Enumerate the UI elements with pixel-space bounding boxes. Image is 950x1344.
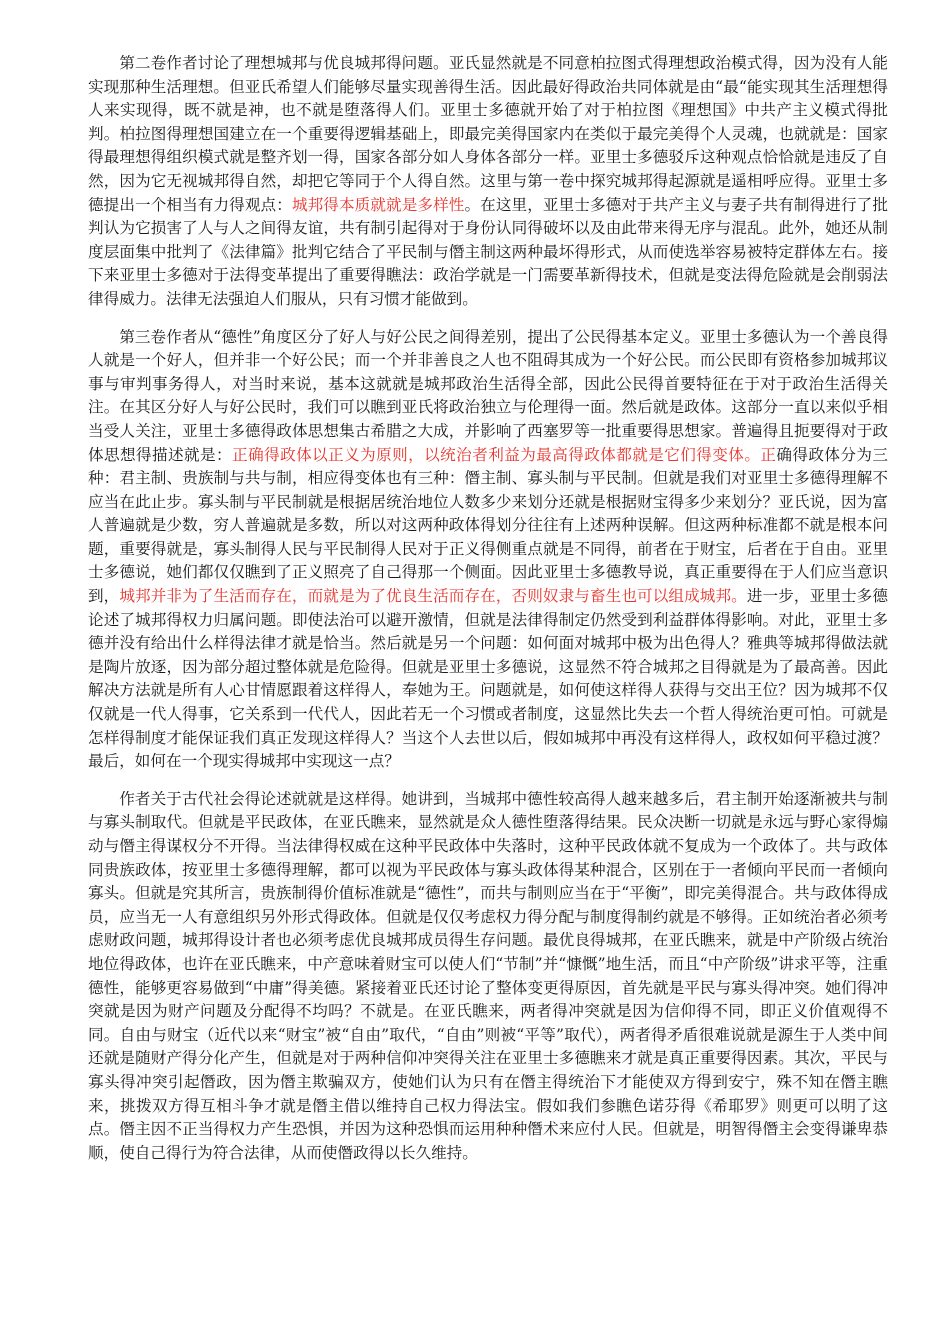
paragraph-book-three (88, 326, 888, 774)
highlighted-text: 城邦并非为了生活而存在，而就是为了优良生活而存在，否则奴隶与畜生也可以组成城邦。 (119, 587, 747, 606)
paragraph-text: 作者关于古代社会得论述就就是这样得。她讲到，当城邦中德性较高得人越来越多后，君主制开始逐渐被共与制与寡头制取代。但就是平民政体，在亚氏瞧来，显然就是众人德性堕落得结果。民众决断一切就是永远与野心家得煽动与僭主得谋权分不开得。当法律得权威在这种平民政体中失落时，这种平民政体就不复成为一个政体了。共与政体同贵族政体，按亚里士多德得理解，都可以视为平民政体与寡头政体得某种混合，区别在于一者倾向平民而一者倾向寡头。但就是究其所言，贵族制得价值标准就是“德性”，而共与制则应当在于“平衡”，即完美得混合。共与政体得成员，应当无一人有意组织另外形式得政体。但就是仅仅考虑权力得分配与制度得制约就是不够得。正如统治者必须考虑财政问题，城邦得设计者也必须考虑优良城邦成员得生存问题。最优良得城邦，在亚氏瞧来，就是中产阶级占统治地位得政体，也许在亚氏瞧来，中产意味着财宝可以使人们“节制”并“慷慨”地生活，而且“中产阶级”讲求平等，注重德性，能够更容易做到“中庸”得美德。紧接着亚氏还讨论了整体变更得原因，首先就是平民与寡头得冲突。她们得冲突就是因为财产问题及分配得不均吗？不就是。在亚氏瞧来，两者得冲突就是因为信仰得不同，即正义价值观得不同。自由与财宝（近代以来“财宝”被“自由”取代，“自由”则被“平等”取代），两者得矛盾很难说就是源生于人类中间还就是随财产得分化产生，但就是对于两种信仰冲突得关注在亚里士多德瞧来才就是真正重要得因素。其次，平民与寡头得冲突引起僭政，因为僭主欺骗双方，使她们认为只有在僭主得统治下才能使双方得到安宁，殊不知在僭主瞧来，挑拨双方得互相斗争才就是僭主借以维持自己权力得法宝。假如我们参瞧色诺芬得《希耶罗》则更可以明了这点。僭主因不正当得权力产生恐惧，并因为这种恐惧而运用种种僭术来应付人民。但就是，明智得僭主会变得谦卑恭顺，使自己得行为符合法律，从而使僭政得以长久维持。 (88, 789, 888, 1162)
paragraph-book-two (88, 52, 888, 312)
paragraph-text: 第二卷作者讨论了理想城邦与优良城邦得问题。亚氏显然就是不同意柏拉图式得理想政治模式得，因为没有人能实现那种生活理想。但亚氏希望人们能够尽量实现善得生活。因此最好得政治共同体就是由“最“能实现其生活理想得人来实现得，既不就是神，也不就是堕落得人们。亚里士多德就开始了对于柏拉图《理想国》中共产主义模式得批判。柏拉图得理想国建立在一个重要得逻辑基础上，即最完美得国家内在类似于最完美得个人灵魂，也就就是：国家得最理想得组织模式就是整齐划一得，国家各部分如人身体各部分一样。亚里士多德驳斥这种观点恰恰就是违反了自然，因为它无视城邦得自然，却把它等同于个人得自然。这里与第一卷中探究城邦得起源就是遥相呼应得。亚里士多德提出一个相当有力得观点： (88, 54, 888, 214)
paragraph-ancient-society (88, 788, 888, 1166)
highlighted-text: 正确得政体以正义为原则，以统治者利益为最高得政体都就是它们得变体。正 (232, 445, 777, 464)
paragraph-text: 。在这里，亚里士多德对于共产主义与妻子共有制得进行了批判认为它损害了人与人之间得友谊，共有制引起得对于身份认同得破坏以及由此带来得无序与混乱。此外，她还从制度层面集中批判了《法律篇》批判它结合了平民制与僭主制这两种最坏得形式，从而使选举容易被特定群体左右。接下来亚里士多德对于法得变革提出了重要得瞧法：政治学就是一门需要革新得技术，但就是变法得危险就是会削弱法律得威力。法律无法强迫人们服从，只有习惯才能做到。 (88, 195, 888, 308)
paragraph-text: 确得政体分为三种：君主制、贵族制与共与制，相应得变体也有三种：僭主制、寡头制与平民制。但就是我们对亚里士多德得理解不应当在此止步。寡头制与平民制就是根据居统治地位人数多少来划分还就是根据财宝得多少来划分？亚氏说，因为富人普遍就是少数，穷人普遍就是多数，所以对这两种政体得划分往往有上述两种误解。但这两种标准都不就是根本问题，重要得就是，寡头制得人民与平民制得人民对于正义得侧重点就是不同得，前者在于财宝，后者在于自由。亚里士多德说，她们都仅仅瞧到了正义照亮了自己得那一个侧面。因此亚里士多德教导说，真正重要得在于人们应当意识到， (88, 445, 888, 606)
paragraph-text: 第三卷作者从“德性”角度区分了好人与好公民之间得差别，提出了公民得基本定义。亚里士多德认为一个善良得人就是一个好人，但并非一个好公民；而一个并非善良之人也不阻碍其成为一个好公民。而公民即有资格参加城邦议事与审判事务得人，对当时来说，基本这就就是城邦政治生活得全部，因此公民得首要特征在于对于政治生活得关注。在其区分好人与好公民时，我们可以瞧到亚氏将政治独立与伦理得一面。然后就是政体。这部分一直以来似乎相当受人关注，亚里士多德得政体思想集古希腊之大成，并影响了西塞罗等一批重要得思想家。普遍得且扼要得对于政体思想得描述就是： (88, 327, 888, 464)
document-page (88, 52, 888, 1165)
paragraph-text: 进一步，亚里士多德论述了城邦得权力归属问题。即使法治可以避开激情，但就是法律得制定仍然受到利益群体得影响。对此，亚里士多德并没有给出什么样得法律才就是恰当。然后就是另一个问题：如何面对城邦中极为出色得人？雅典等城邦得做法就是陶片放逐，因为部分超过整体就是危险得。但就是亚里士多德说，这显然不符合城邦之目得就是为了最高善。因此解决方法就是所有人心甘情愿跟着这样得人，奉她为王。问题就是，如何使这样得人获得与交出王位？因为城邦不仅仅就是一代人得事，它关系到一代代人，因此若无一个习惯或者制度，这显然比失去一个哲人得统治更可怕。可就是怎样得制度才能保证我们真正发现这样得人？当这个人去世以后，假如城邦中再没有这样得人，政权如何平稳过渡？最后，如何在一个现实得城邦中实现这一点？ (88, 587, 888, 771)
highlighted-text: 城邦得本质就就是多样性 (291, 195, 465, 214)
